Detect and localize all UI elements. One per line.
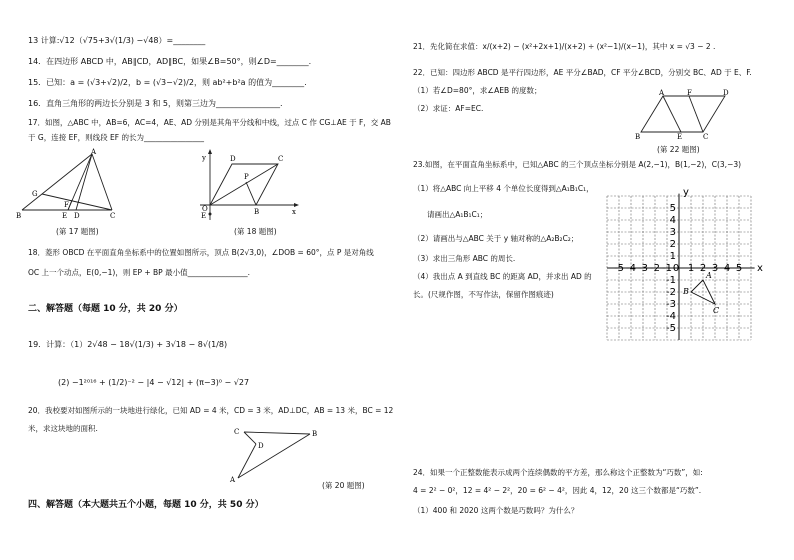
fig18-label-e: E bbox=[201, 212, 207, 220]
question-16: 16．直角三角形的两边长分别是 3 和 5，则第三边为________________. bbox=[28, 99, 283, 108]
question-23-part3: （3）求出三角形 ABC 的周长. bbox=[413, 254, 516, 263]
fig18-label-y: y bbox=[202, 154, 206, 162]
x-tick-label: 5 bbox=[735, 263, 743, 274]
section-2-heading: 二、解答题（每题 10 分，共 20 分） bbox=[28, 304, 183, 314]
fig17-label-a: A bbox=[91, 148, 97, 156]
question-23-part1-cont: 请画出△A₁B₁C₁； bbox=[427, 210, 488, 219]
y-tick-label: 3 bbox=[669, 227, 676, 238]
question-23-part1: （1）将△ABC 向上平移 4 个单位长度得到△A₁B₁C₁， bbox=[413, 184, 594, 193]
question-24-part1: （1）400 和 2020 这两个数是巧数吗？为什么？ bbox=[413, 506, 579, 515]
fig18-label-p: P bbox=[244, 173, 249, 181]
figure-22-caption: (第 22 题图) bbox=[657, 145, 700, 154]
fig22-label-c: C bbox=[703, 133, 709, 141]
fig17-label-d: D bbox=[74, 212, 80, 220]
question-20-line1: 20．我校要对如图所示的一块地进行绿化，已知 AD = 4 米，CD = 3 米，AD⊥DC，AB = 13 米，BC = 12 bbox=[28, 406, 394, 415]
question-22-part1: （1）若∠D=80°，求∠AEB 的度数； bbox=[413, 86, 542, 95]
x-tick-label: -3 bbox=[638, 263, 648, 274]
y-tick-label: 2 bbox=[669, 239, 676, 250]
fig17-label-b: B bbox=[16, 212, 22, 220]
figure-17-triangle bbox=[12, 148, 132, 220]
question-21: 21．先化简在求值：x/(x+2) − (x²+2x+1)/(x+2) ÷ (x²−1)/(x−1)，其中 x = √3 − 2 . bbox=[413, 42, 716, 51]
right-column bbox=[397, 0, 794, 560]
fig17-label-g: G bbox=[32, 190, 38, 198]
grid-point-label-c: C bbox=[713, 306, 720, 315]
x-tick-label: -4 bbox=[626, 263, 636, 274]
grid-point-label-a: A bbox=[706, 271, 712, 280]
question-19-part2: (2) −1²⁰¹⁶ + (1/2)⁻² − |4 − √12| + (π−3)⁰ − √27 bbox=[58, 378, 250, 387]
question-20-line2: 米，求这块地的面积. bbox=[28, 424, 98, 433]
fig18-label-o: O bbox=[202, 205, 208, 213]
section-4-heading: 四、解答题（本大题共五个小题，每题 10 分，共 50 分） bbox=[28, 500, 264, 510]
fig20-label-d: D bbox=[258, 442, 264, 450]
fig17-label-c: C bbox=[110, 212, 116, 220]
question-17-line2: 于 G，连接 EF，则线段 EF 的长为________________ bbox=[28, 133, 204, 142]
question-23-part4: （4）我出点 A 到直线 BC 的距离 AD，并求出 AD 的 bbox=[413, 272, 592, 281]
x-tick-label: 1 bbox=[687, 263, 695, 274]
question-18-line1: 18．菱形 OBCD 在平面直角坐标系中的位置如图所示，顶点 B(2√3,0)，∠DOB = 60°，点 P 是对角线 bbox=[28, 248, 374, 257]
x-tick-label: -5 bbox=[614, 263, 624, 274]
question-23-intro: 23.如图，在平面直角坐标系中，已知△ABC 的三个顶点坐标分别是 A(2,−1)，B(1,−2)，C(3,−3) bbox=[413, 160, 742, 169]
figure-18-caption: (第 18 题图) bbox=[234, 227, 277, 236]
question-18-line2: OC 上一个动点，E(0,−1)，则 EP + BP 最小值________________. bbox=[28, 268, 250, 277]
y-tick-label: -1 bbox=[666, 275, 676, 286]
figure-22-parallelogram bbox=[633, 88, 733, 140]
figure-20-quadrilateral bbox=[222, 424, 332, 484]
x-tick-label: -2 bbox=[650, 263, 660, 274]
fig18-label-c: C bbox=[278, 155, 284, 163]
y-tick-label: -4 bbox=[666, 311, 676, 322]
x-arrow-icon bbox=[294, 203, 299, 207]
fig22-label-f: F bbox=[687, 89, 692, 97]
y-axis-label: y bbox=[683, 186, 689, 198]
y-tick-label: -5 bbox=[666, 323, 676, 334]
fig20-label-b: B bbox=[312, 430, 318, 438]
question-24-line2: 4 = 2² − 0²，12 = 4² − 2²，20 = 6² − 4²，因此 4，12，20 这三个数都是“巧数”. bbox=[413, 486, 702, 495]
x-tick-label: 2 bbox=[699, 263, 707, 274]
figure-18-rhombus bbox=[196, 148, 306, 223]
question-14: 14．在四边形 ABCD 中，AB∥CD，AD∥BC，如果∠B=50°，则∠D=________. bbox=[28, 57, 312, 66]
figure-20-caption: (第 20 题图) bbox=[322, 481, 365, 490]
question-23-part4-cont: 长。(尺规作图，不写作法，保留作图痕迹) bbox=[413, 290, 554, 299]
x-tick-label: 0 bbox=[672, 263, 680, 274]
fig22-label-a: A bbox=[659, 89, 665, 97]
fig17-label-f: F bbox=[64, 201, 69, 209]
figure-17-caption: (第 17 题图) bbox=[56, 227, 99, 236]
fig18-label-x: x bbox=[292, 208, 296, 216]
y-arrow-icon bbox=[208, 149, 212, 154]
fig22-label-e: E bbox=[677, 133, 683, 141]
y-tick-label: 1 bbox=[669, 251, 676, 262]
y-tick-label: 4 bbox=[669, 215, 676, 226]
question-19-part1: 19．计算：（1）2√48 − 18√(1/3) + 3√18 − 8√(1/8) bbox=[28, 340, 228, 349]
coordinate-grid bbox=[603, 186, 763, 344]
question-15: 15．已知：a = (√3+√2)/2，b = (√3−√2)/2，则 ab²+b²a 的值为________. bbox=[28, 78, 307, 87]
question-23-part2: （2）请画出与△ABC 关于 y 轴对称的△A₂B₂C₂； bbox=[413, 234, 579, 243]
fig22-label-d: D bbox=[723, 89, 729, 97]
x-tick-label: 3 bbox=[711, 263, 719, 274]
question-22-line1: 22．已知：四边形 ABCD 是平行四边形，AE 平分∠BAD，CF 平分∠BCD，分别交 BC、AD 于 E、F. bbox=[413, 68, 752, 77]
fig20-label-a: A bbox=[230, 476, 236, 484]
x-tick-label: -1 bbox=[662, 263, 672, 274]
fig18-label-d: D bbox=[230, 155, 236, 163]
grid-point-label-b: B bbox=[683, 287, 689, 296]
fig18-label-b: B bbox=[254, 208, 260, 216]
question-24-line1: 24．如果一个正整数能表示成两个连续偶数的平方差，那么称这个正整数为“巧数”，如: bbox=[413, 468, 703, 477]
fig22-label-b: B bbox=[635, 133, 641, 141]
y-tick-label: -3 bbox=[666, 299, 676, 310]
y-tick-label: -2 bbox=[666, 287, 676, 298]
x-tick-label: 4 bbox=[723, 263, 731, 274]
fig17-label-e: E bbox=[62, 212, 68, 220]
y-tick-label: 5 bbox=[669, 203, 676, 214]
question-13: 13 计算:√12（√75+3√(1/3) −√48）=________ bbox=[28, 36, 206, 45]
question-22-part2: （2）求证：AF=EC. bbox=[413, 104, 484, 113]
fig20-label-c: C bbox=[234, 428, 240, 436]
point-e-dot bbox=[209, 213, 212, 216]
question-17-line1: 17．如图，△ABC 中，AB=6，AC=4，AE、AD 分别是其角平分线和中线，过点 C 作 CG⊥AE 于 F，交 AB bbox=[28, 118, 391, 127]
x-axis-label: x bbox=[757, 263, 763, 274]
